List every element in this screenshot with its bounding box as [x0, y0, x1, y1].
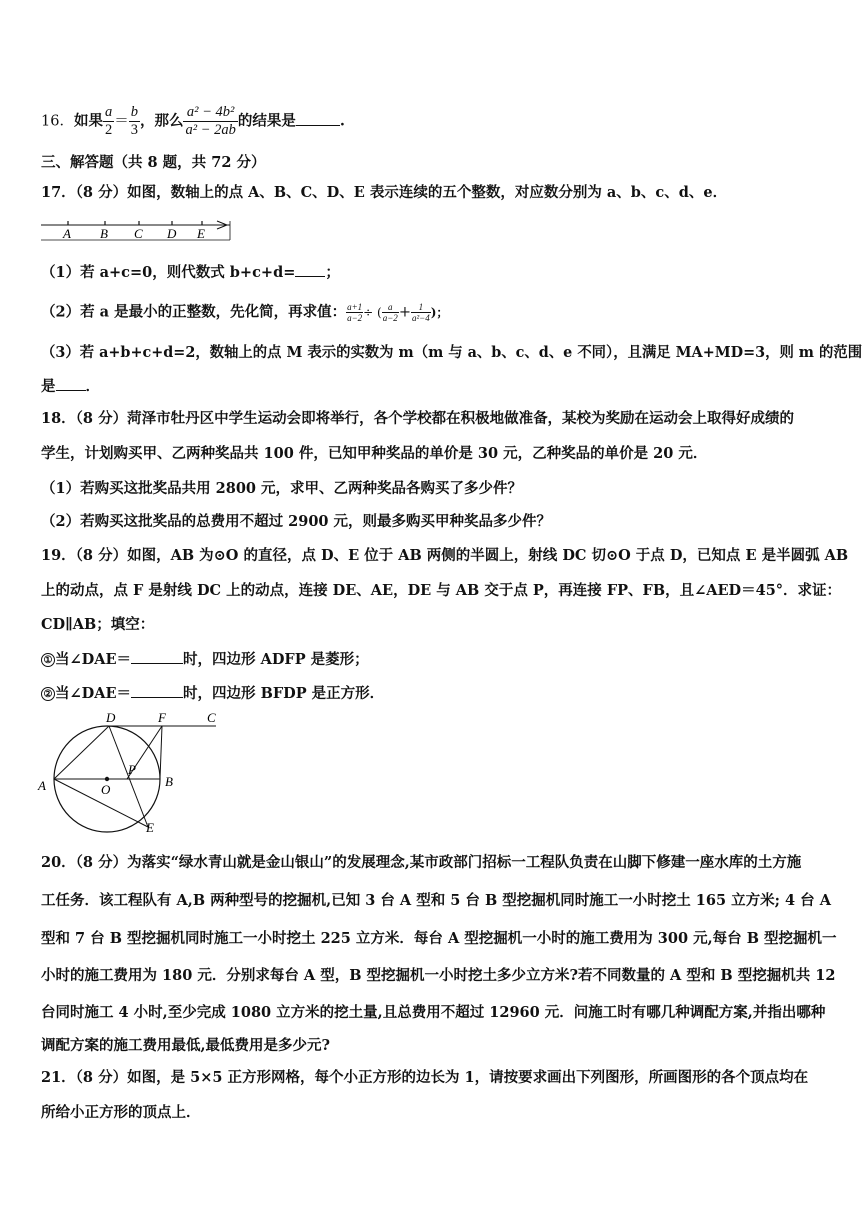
answer-blank[interactable] [296, 111, 340, 126]
label-c: C [134, 226, 143, 241]
answer-blank[interactable] [56, 376, 86, 391]
q19-fill2: ② 当∠DAE＝ 时，四边形 BFDP 是正方形． [41, 683, 384, 704]
q20-line1: 20．（8 分）为落实“绿水青山就是金山银山”的发展理念,某市政部门招标一工程队负责在山脚下修建一座水库的土方施 [41, 854, 802, 871]
answer-blank[interactable] [295, 262, 325, 277]
q18-part1: （1）若购买这批奖品共用 2800 元，求甲、乙两种奖品各购买了多少件？ [41, 480, 523, 497]
q20-line2: 工任务．该工程队有 A,B 两种型号的挖掘机,已知 3 台 A 型和 5 台 B 型挖掘机同时施工一小时挖土 165 立方米; 4 台 A [41, 892, 831, 909]
q17-part3: （3）若 a+b+c+d=2，数轴上的点 M 表示的实数为 m（m 与 a、b、c、d、e 不同），且满足 MA+MD=3，则 m 的范围 [41, 344, 863, 361]
label-d: D [167, 226, 177, 241]
svg-text:C: C [207, 710, 216, 725]
section-heading: 三、解答题（共 8 题，共 72 分） [41, 154, 266, 171]
q19-line1: 19．（8 分）如图，AB 为⊙O 的直径，点 D、E 位于 AB 两侧的半圆上，射线 DC 切⊙O 于点 D，已知点 E 是半圆弧 AB [41, 547, 849, 564]
q17-part3-cont: 是 ． [41, 378, 100, 395]
q21-line2: 所给小正方形的顶点上． [41, 1104, 201, 1121]
svg-text:E: E [146, 820, 154, 835]
q21-line1: 21．（8 分）如图，是 5×5 正方形网格，每个小正方形的边长为 1，请按要求画出下列图形，所画图形的各个顶点均在 [41, 1069, 809, 1086]
q19-fill1: ① 当∠DAE＝ 时，四边形 ADFP 是菱形； [41, 649, 369, 670]
fraction-2: $\frac{a}{a-2}$ [382, 302, 398, 323]
q19-line3: CD∥AB；填空： [41, 616, 155, 633]
label-e: E [197, 226, 205, 241]
q17-part2: （2）若 a 是最小的正整数，先化简，再求值： $\frac{a+1}{a-2}$ ÷ ( $\frac{a}{a-2}$ + $\frac{1}{\text{a²−4}}$ )； [41, 302, 449, 323]
q17-stem: 17．（8 分）如图，数轴上的点 A、B、C、D、E 表示连续的五个整数，对应数分别为 a、b、c、d、e． [41, 184, 728, 201]
q19-line2: 上的动点，点 F 是射线 DC 上的动点，连接 DE、AE，DE 与 AB 交于点 P，再连接 FP、FB，且∠AED＝45°．求证： [41, 582, 842, 599]
q20-line4: 小时的施工费用为 180 元．分别求每台 A 型，B 型挖掘机一小时挖土多少立方米?若不同数量的 A 型和 B 型挖掘机共 12 [41, 967, 836, 984]
q20-line5: 台同时施工 4 小时,至少完成 1080 立方米的挖土量,且总费用不超过 12960 元．问施工时有哪几种调配方案,并指出哪种 [41, 1004, 826, 1021]
label-a: A [63, 226, 71, 241]
q17-part1: （1）若 a+c=0，则代数式 b+c+d= ； [41, 264, 340, 281]
fraction-a-over-2: $\frac{a}{2}$ [104, 104, 113, 138]
svg-text:B: B [165, 774, 173, 789]
fraction-b-over-3: $\frac{b}{3}$ [130, 104, 138, 138]
fraction-expression: $\frac{\text{a² − 4b²}}{\text{a² − 2ab}}$ [185, 104, 236, 138]
circled-number-1: ① [41, 653, 55, 667]
answer-blank[interactable] [131, 649, 183, 664]
svg-text:D: D [106, 710, 116, 725]
label-b: B [100, 226, 108, 241]
fraction-1: $\frac{a+1}{a-2}$ [347, 302, 363, 323]
fraction-3: $\frac{1}{\text{a²−4}}$ [411, 302, 430, 323]
number-line-figure [40, 220, 236, 246]
q18-part2: （2）若购买这批奖品的总费用不超过 2900 元，则最多购买甲种奖品多少件？ [41, 513, 552, 530]
circled-number-2: ② [41, 687, 55, 701]
svg-text:F: F [158, 710, 166, 725]
q20-line6: 调配方案的施工费用最低,最低费用是多少元? [41, 1037, 331, 1054]
question-16: 16．如果 $\frac{a}{2}$ ＝ $\frac{b}{3}$ ，那么 $\frac{\text{a² − 4b²}}{\text{a² − 2ab}}$ 的结果是 . [41, 104, 345, 138]
svg-text:P: P [128, 762, 136, 777]
center-point [105, 777, 109, 781]
q20-line3: 型和 7 台 B 型挖掘机同时施工一小时挖土 225 立方米．每台 A 型挖掘机一小时的施工费用为 300 元,每台 B 型挖掘机一 [41, 930, 837, 947]
q16-number: 16． [41, 113, 74, 130]
q18-line1: 18．（8 分）菏泽市牡丹区中学生运动会即将举行，各个学校都在积极地做准备，某校为奖励在运动会上取得好成绩的 [41, 410, 795, 427]
circle-geometry-figure [36, 708, 226, 838]
q18-line2: 学生，计划购买甲、乙两种奖品共 100 件，已知甲种奖品的单价是 30 元，乙种奖品的单价是 20 元． [41, 445, 708, 462]
svg-text:A: A [38, 778, 46, 793]
svg-text:O: O [101, 782, 111, 797]
answer-blank[interactable] [131, 683, 183, 698]
